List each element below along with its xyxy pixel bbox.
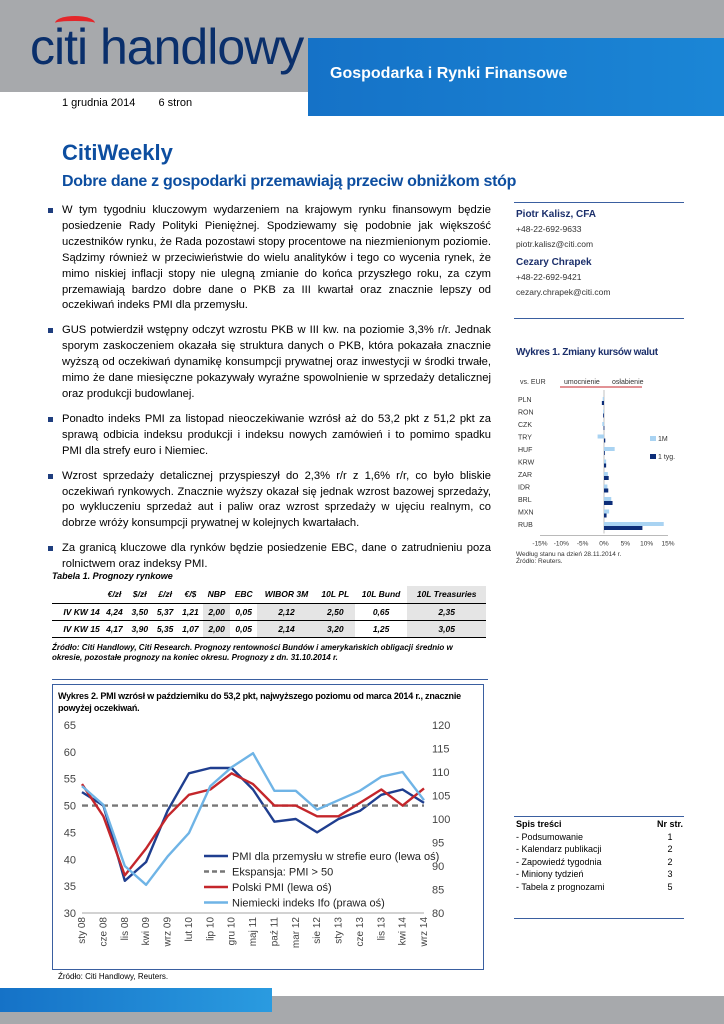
dateline <box>62 97 212 109</box>
fx-tick-label: 10% <box>640 540 654 548</box>
pmi-right-tick-label: 100 <box>432 814 451 826</box>
table-cell: 0,05 <box>230 620 257 637</box>
table-row <box>52 603 486 620</box>
fx-tick-label: 5% <box>620 540 631 548</box>
fx-legend-swatch <box>650 436 656 441</box>
fx-bar <box>604 514 607 518</box>
pmi-x-tick-label: lip 10 <box>205 917 217 941</box>
author-email[interactable]: piotr.kalisz@citi.com <box>516 239 594 249</box>
forecast-table <box>52 586 486 638</box>
table-row <box>52 620 486 637</box>
fx-tick-label: 0% <box>599 540 609 548</box>
page-count: 6 stron <box>158 97 193 109</box>
fx-legend-label: 1M <box>658 436 668 443</box>
pmi-right-tick-label: 90 <box>432 861 445 873</box>
fx-category-label: HUF <box>518 447 533 454</box>
footer-accent <box>0 988 272 1012</box>
fx-chart-title: Wykres 1. Zmiany kursów walut <box>516 347 658 358</box>
fx-category-label: CZK <box>518 422 532 429</box>
toc-header <box>516 818 684 831</box>
toc-item-label[interactable]: - Tabela z prognozami <box>516 881 605 892</box>
report-title: CitiWeekly <box>62 140 173 165</box>
logo-arc-icon <box>55 16 95 30</box>
table-header-row <box>52 586 486 603</box>
pmi-right-tick-label: 80 <box>432 908 445 920</box>
toc-item-label[interactable]: - Kalendarz publikacji <box>516 844 602 854</box>
pmi-right-tick-label: 110 <box>432 767 450 779</box>
toc-page-header: Nr str. <box>656 819 683 829</box>
toc-item-label[interactable]: - Podsumowanie <box>516 831 584 842</box>
pmi-left-tick-label: 40 <box>63 854 76 867</box>
fx-tick-label: -5% <box>576 540 589 548</box>
table-cell: 1,21 <box>178 603 203 620</box>
fx-category-label: ZAR <box>518 472 532 479</box>
citi-handlowy-logo <box>30 19 304 75</box>
fx-bar <box>604 489 608 493</box>
toc-item-page: 1 <box>667 831 673 842</box>
bullet-item: Wzrost sprzedaży detalicznej przyspieszył do 2,3% r/r z 1,6% r/r, co było bliskie oczekiwań rynkowych. Znacznie wyższy okazał się jednak wzrost bazowej sprzedaży, po wykluczeniu sprzedaż aut i paliw oraz wzrost sprzedaży w ujęciu realnym, co dobrze wróży konsumpcji prywatnej w kolejnych kwartałach. <box>48 469 491 533</box>
fx-bar <box>603 414 604 418</box>
author-phone: +48-22-692-9633 <box>516 224 582 234</box>
fx-bar <box>604 497 611 501</box>
table-header-cell: 10L Treasuries <box>407 586 486 603</box>
fx-category-label: RON <box>518 409 534 417</box>
pmi-legend-label: Ekspansja: PMI > 50 <box>232 866 334 879</box>
banner-title: Gospodarka i Rynki Finansowe <box>330 65 568 82</box>
author-phone: +48-22-692-9421 <box>516 272 582 282</box>
pmi-x-tick-label: kwi 14 <box>397 917 409 946</box>
pmi-x-tick-label: cze 13 <box>354 917 366 947</box>
pmi-right-tick-label: 120 <box>432 720 451 732</box>
fx-category-label: MXN <box>518 509 534 517</box>
pmi-legend-label: PMI dla przemysłu w strefie euro (lewa oś) <box>232 851 440 863</box>
table-header-cell: EBC <box>230 586 257 603</box>
divider <box>514 918 684 919</box>
pmi-x-tick-label: cze 08 <box>98 917 110 947</box>
table-header-cell: 10L Bund <box>355 586 408 603</box>
fx-bar <box>604 447 615 451</box>
fx-bar <box>604 510 609 514</box>
table-cell: 2,35 <box>407 603 486 620</box>
fx-tick-label: 15% <box>661 540 675 548</box>
pmi-x-tick-label: lut 10 <box>183 917 195 942</box>
toc-item[interactable] <box>516 868 684 881</box>
toc-title: Spis treści <box>516 819 562 829</box>
fx-bar <box>604 460 606 464</box>
pmi-left-tick-label: 45 <box>63 827 76 840</box>
fx-bar <box>604 439 605 443</box>
pmi-left-tick-label: 50 <box>63 800 76 813</box>
pmi-left-tick-label: 60 <box>63 746 76 759</box>
fx-tick-label: -10% <box>553 540 569 548</box>
fx-axis-label: vs. EUR <box>520 379 546 386</box>
table-cell: 4,17 <box>102 620 127 637</box>
table-cell: 1,07 <box>178 620 203 637</box>
fx-chart-notes <box>516 551 684 565</box>
fx-bar <box>604 485 607 489</box>
pmi-x-tick-label: sie 12 <box>312 917 324 944</box>
pmi-left-tick-label: 55 <box>63 773 76 786</box>
pmi-x-tick-label: maj 11 <box>248 917 259 947</box>
divider <box>514 816 684 817</box>
forecast-table-title: Tabela 1. Prognozy rynkowe <box>52 571 173 581</box>
fx-category-label: KRW <box>518 459 535 467</box>
pmi-x-tick-label: kwi 09 <box>141 917 153 946</box>
fx-bar <box>604 464 606 468</box>
fx-bar <box>604 476 609 480</box>
fx-category-label: BRL <box>518 497 532 504</box>
table-row-label: IV KW 15 <box>52 620 102 637</box>
pmi-x-tick-label: sty 08 <box>77 917 88 944</box>
summary-bullets <box>48 203 491 582</box>
fx-bar <box>602 422 604 426</box>
pmi-legend-label: Polski PMI (lewa oś) <box>232 882 332 894</box>
table-cell: 2,12 <box>257 603 316 620</box>
pmi-left-tick-label: 30 <box>63 908 76 920</box>
bullet-item: W tym tygodniu kluczowym wydarzeniem na krajowym rynku finansowym będzie posiedzenie Rady Polityki Pieniężnej. Spodziewamy się podobnie jak większość uczestników rynku, że Rada pozostawi stopy procentowe na niezmienionym poziomie. Sądzimy również w przeciwieństwie do wielu analityków i tego co wycenia rynek, że mimo niskiej inflacji stopy nie ulegną zmianie do końca przyszłego roku, za czym przemawiają bardzo dobre dane o PKB za III kwartał oraz znacznie lepszy od oczekiwań indeks PMI dla przemysłu. <box>48 203 491 314</box>
forecast-table-source: Źródło: Citi Handlowy, Citi Research. Prognozy rentowności Bundów i amerykańskich obligacji średnio w okresie, pozostałe prognozy na koniec okresu. Prognozy z dn. 31.10.2014 r. <box>52 643 453 662</box>
pmi-x-tick-label: mar 12 <box>290 917 302 949</box>
fx-category-label: TRY <box>518 434 532 442</box>
fx-bar <box>604 526 642 530</box>
fx-bar <box>604 472 608 476</box>
author-email[interactable]: cezary.chrapek@citi.com <box>516 287 611 297</box>
toc-item[interactable] <box>516 881 684 894</box>
table-cell: 0,05 <box>230 603 257 620</box>
author-block <box>516 209 684 300</box>
toc-item-label[interactable]: - Zapowiedź tygodnia <box>516 856 602 867</box>
report-subtitle: Dobre dane z gospodarki przemawiają przeciw obniżkom stóp <box>62 173 517 190</box>
pmi-x-tick-label: lis 08 <box>119 917 131 941</box>
pmi-x-tick-label: wrz 09 <box>162 917 174 947</box>
pmi-left-tick-label: 65 <box>63 720 76 732</box>
fx-bar <box>604 501 613 505</box>
table-header-cell <box>52 586 102 603</box>
bullet-item: Za granicą kluczowe dla rynków będzie posiedzenie EBC, dane o zatrudnieniu poza rolnictwem oraz indeksy PMI. <box>48 541 491 573</box>
fx-chart-note: Według stanu na dzień 28.11.2014 r. <box>516 551 622 558</box>
fx-direction-label: umocnienie <box>564 379 600 386</box>
table-of-contents <box>516 818 684 893</box>
pmi-chart-title: Wykres 2. PMI wzrósł w październiku do 53,2 pkt, najwyższego poziomu od marca 2014 r., znacznie powyżej oczekiwań. <box>58 691 461 713</box>
toc-item-label[interactable]: - Miniony tydzień <box>516 869 584 879</box>
table-header-cell: NBP <box>203 586 230 603</box>
table-cell: 3,50 <box>127 603 152 620</box>
author-name: Piotr Kalisz, CFA <box>516 209 597 220</box>
fx-category-label: PLN <box>518 397 532 404</box>
fx-tick-label: -15% <box>532 540 548 548</box>
table-cell: 3,05 <box>407 620 486 637</box>
pmi-x-tick-label: sty 13 <box>333 917 345 944</box>
table-cell: 0,65 <box>355 603 408 620</box>
toc-item[interactable] <box>516 843 684 856</box>
pmi-chart-source: Źródło: Citi Handlowy, Reuters. <box>58 972 169 981</box>
logo-text: citi handlowy <box>30 19 304 75</box>
pmi-x-tick-label: gru 10 <box>226 917 238 946</box>
fx-chart-source: Źródło: Reuters. <box>516 558 563 565</box>
table-cell: 2,00 <box>203 620 230 637</box>
author-name: Cezary Chrapek <box>516 257 592 268</box>
fx-bar <box>604 426 605 430</box>
toc-item[interactable] <box>516 831 684 844</box>
pmi-right-tick-label: 105 <box>432 790 451 803</box>
table-cell: 2,14 <box>257 620 316 637</box>
fx-bar <box>604 522 664 526</box>
fx-bar <box>603 397 604 401</box>
fx-bar <box>604 451 605 455</box>
table-cell: 3,20 <box>316 620 355 637</box>
pmi-chart <box>54 715 480 967</box>
toc-item-page: 2 <box>667 844 673 854</box>
fx-legend-swatch <box>650 454 656 459</box>
pmi-x-tick-label: wrz 14 <box>419 917 430 947</box>
toc-item[interactable] <box>516 856 684 869</box>
fx-category-label: RUB <box>518 522 533 529</box>
table-header-cell: $/zł <box>127 586 152 603</box>
table-header-cell: £/zł <box>152 586 177 603</box>
pmi-legend-label: Niemiecki indeks Ifo (prawa oś) <box>232 897 385 910</box>
toc-item-page: 3 <box>667 869 673 879</box>
toc-item-page: 5 <box>667 881 673 892</box>
publication-date: 1 grudnia 2014 <box>62 97 136 109</box>
fx-bar <box>603 410 604 414</box>
pmi-x-tick-label: paź 11 <box>269 917 281 947</box>
table-row-label: IV KW 14 <box>52 603 102 620</box>
table-cell: 5,35 <box>152 620 177 637</box>
pmi-right-tick-label: 85 <box>432 884 445 897</box>
divider <box>514 202 684 203</box>
table-header-cell: €/zł <box>102 586 127 603</box>
table-header-cell: WIBOR 3M <box>257 586 316 603</box>
table-header-cell: €/$ <box>178 586 203 603</box>
pmi-right-tick-label: 95 <box>432 837 445 850</box>
fx-category-label: IDR <box>518 484 531 492</box>
pmi-left-tick-label: 35 <box>63 881 76 894</box>
table-cell: 1,25 <box>355 620 408 637</box>
toc-item-page: 2 <box>667 856 673 867</box>
table-cell: 3,90 <box>127 620 152 637</box>
fx-bar <box>602 401 604 405</box>
table-cell: 2,00 <box>203 603 230 620</box>
table-cell: 5,37 <box>152 603 177 620</box>
fx-bar <box>598 435 604 439</box>
bullet-item: GUS potwierdził wstępny odczyt wzrostu PKB w III kw. na poziomie 3,3% r/r. Jednak sporym zaskoczeniem okazała się struktura danych o PKB, która pokazała znacznie wyższą od oczekiwań dynamikę konsumpcji prywatnej oraz inwestycji w środki trwałe, mimo że dane miesięczne pokazywały wyraźne spowolnienie w sprzedaży detalicznej oraz produkcji budowlanej. <box>48 323 491 403</box>
fx-legend-label: 1 tyg. <box>658 454 676 461</box>
divider <box>514 318 684 319</box>
fx-direction-label: osłabienie <box>612 379 644 386</box>
pmi-x-tick-label: lis 13 <box>376 917 388 941</box>
table-header-cell: 10L PL <box>316 586 355 603</box>
table-cell: 4,24 <box>102 603 127 620</box>
bullet-item: Ponadto indeks PMI za listopad nieoczekiwanie wzrósł aż do 53,2 pkt z 51,2 pkt za sprawą odbicia indeksu produkcji i indeksu nowych zamówień i to pomimo spadku PMI dla strefy euro i Niemiec. <box>48 412 491 460</box>
pmi-right-tick-label: 115 <box>432 743 450 756</box>
fx-change-chart <box>508 370 688 550</box>
divider <box>52 679 488 680</box>
table-cell: 2,50 <box>316 603 355 620</box>
